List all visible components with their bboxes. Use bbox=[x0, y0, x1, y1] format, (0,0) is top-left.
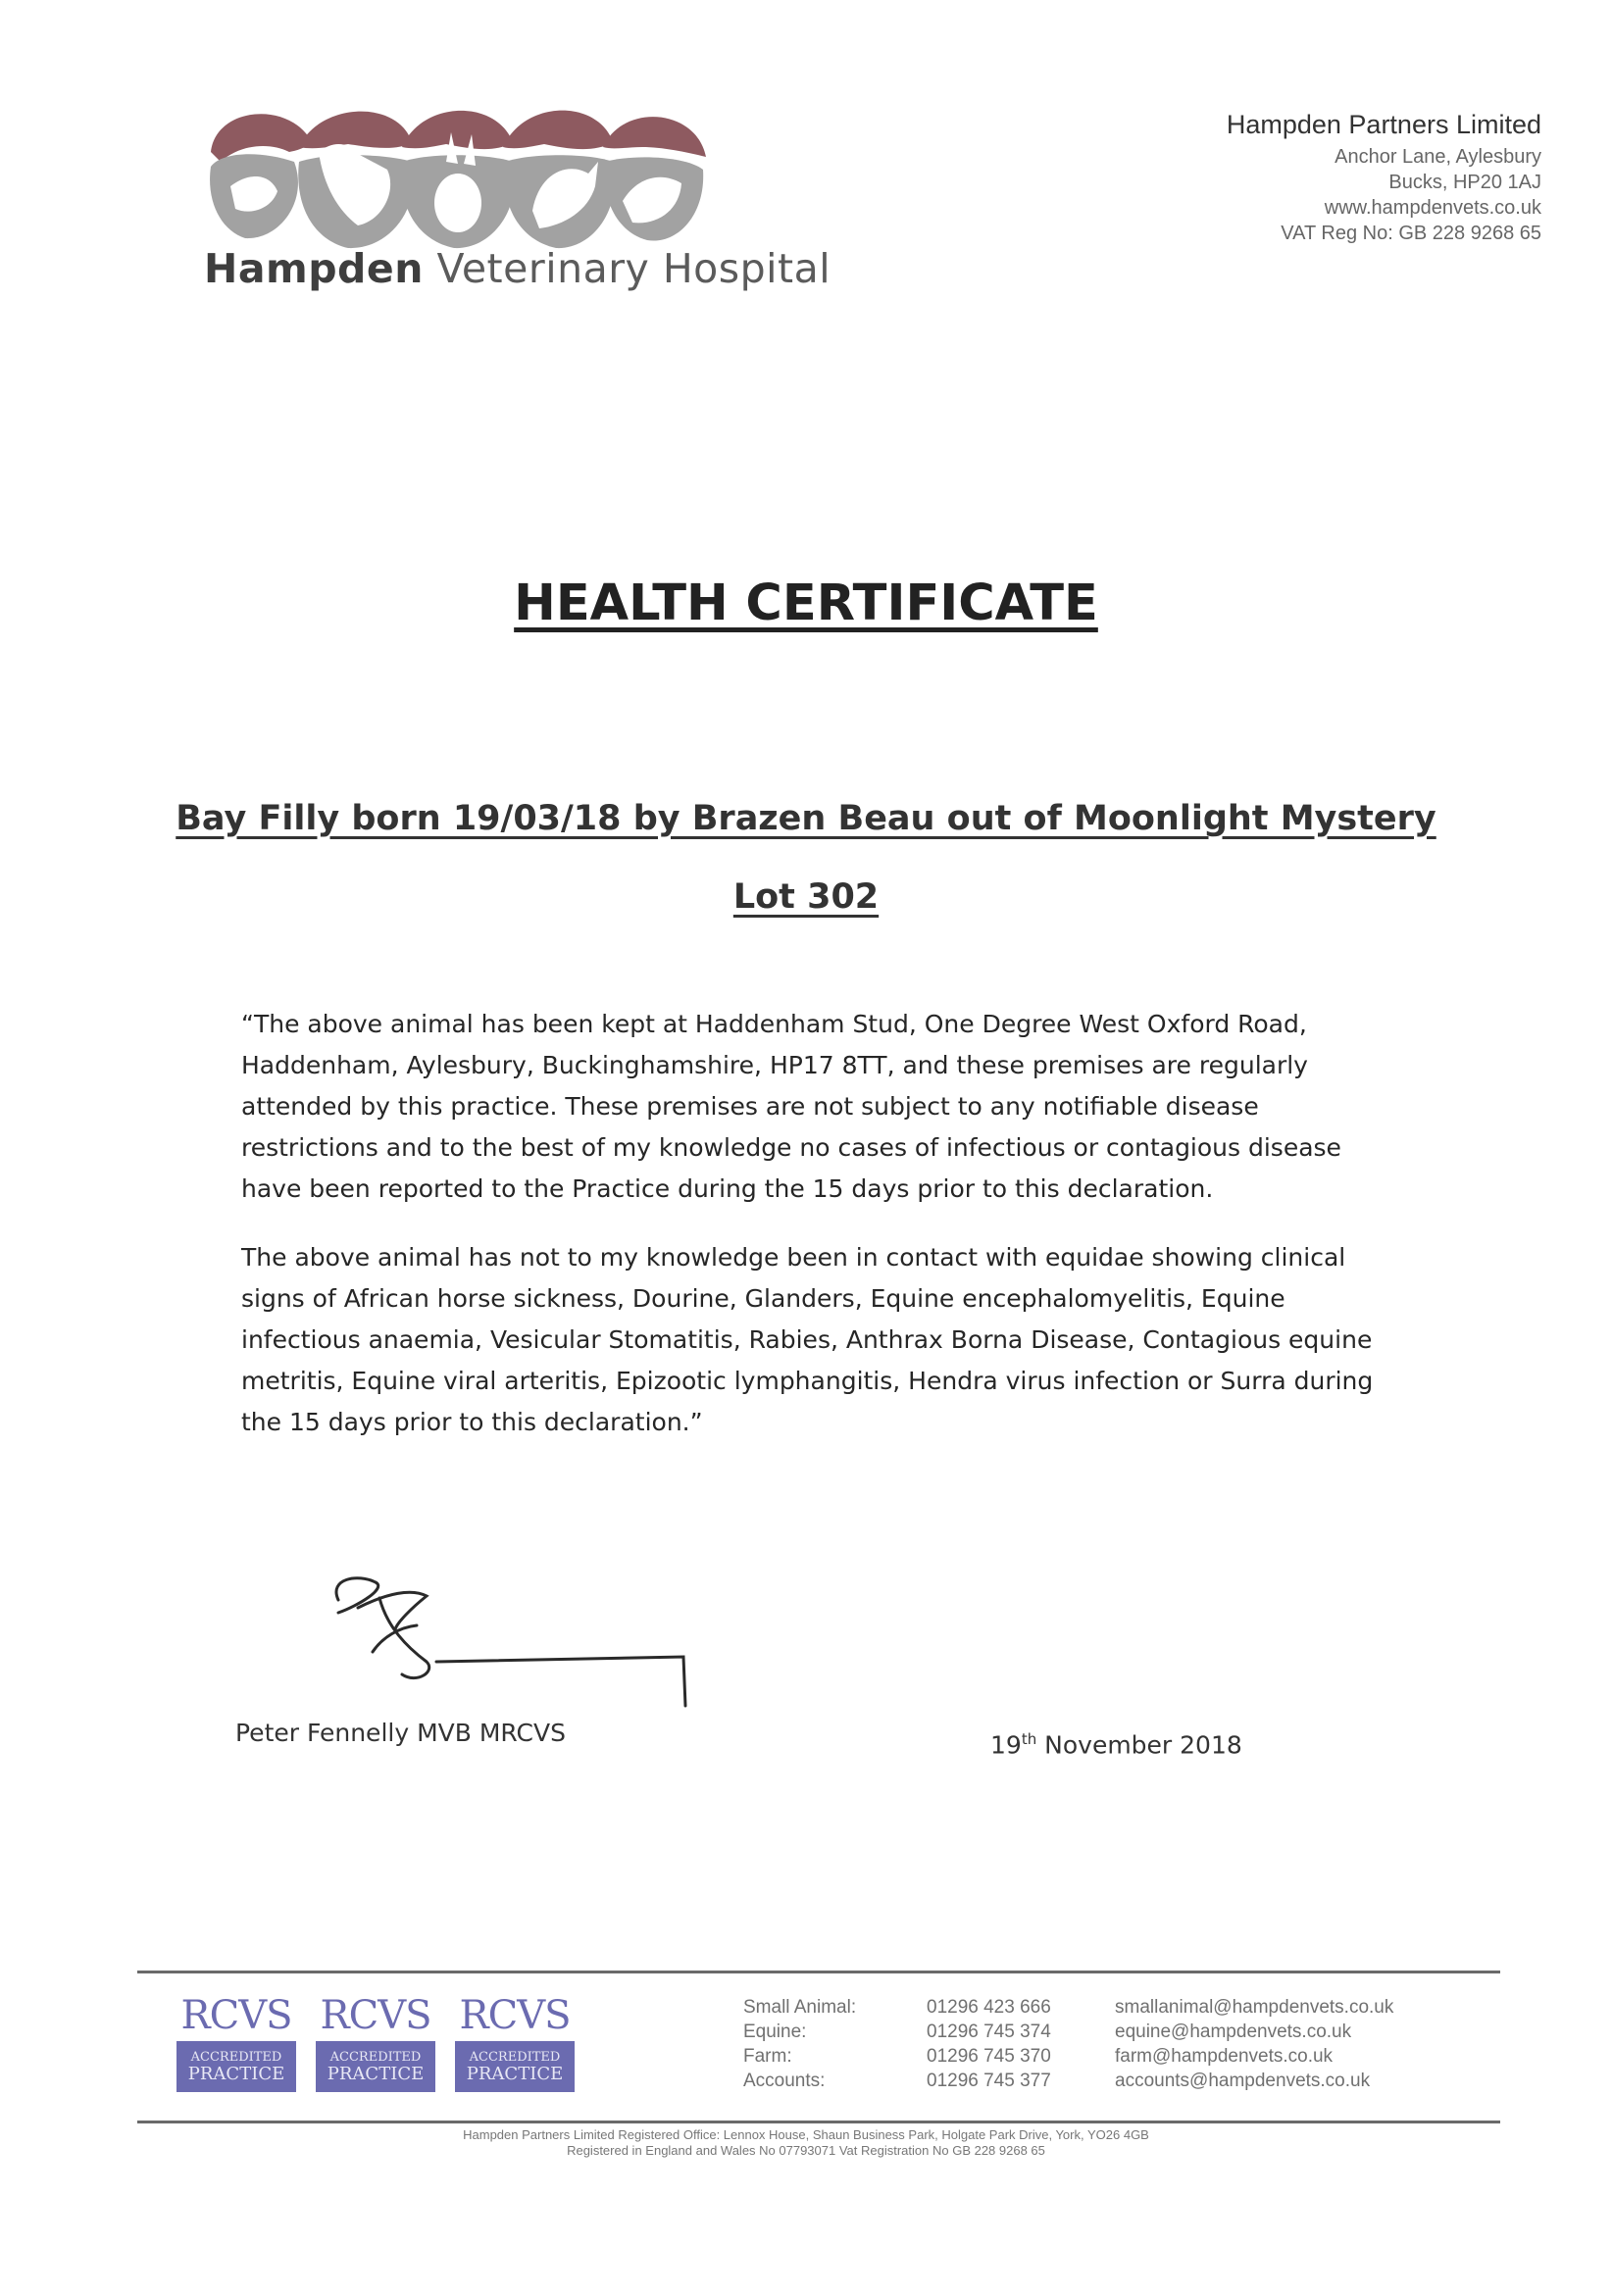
rcvs-badge-label: RCVS bbox=[180, 1993, 292, 2038]
rcvs-badge-line1: ACCREDITED bbox=[329, 2049, 422, 2065]
footer-legal-line1: Hampden Partners Limited Registered Office: Lennox House, Shaun Business Park, Holgate Park Drive, York, YO26 4GB bbox=[463, 2127, 1149, 2142]
contact-dept: Small Animal: bbox=[743, 1997, 857, 2018]
document-title-text: HEALTH CERTIFICATE bbox=[514, 574, 1098, 632]
rcvs-badge-line1: ACCREDITED bbox=[469, 2049, 561, 2065]
rcvs-badge-plate bbox=[316, 2041, 435, 2092]
company-address-line2: Bucks, HP20 1AJ bbox=[1388, 172, 1541, 193]
contact-dept: Equine: bbox=[743, 2021, 807, 2042]
contact-phone: 01296 745 370 bbox=[927, 2046, 1051, 2067]
rcvs-badge-line2: PRACTICE bbox=[327, 2063, 425, 2084]
rcvs-badge-line2: PRACTICE bbox=[466, 2063, 564, 2084]
company-address-block bbox=[1227, 110, 1541, 246]
hospital-logo-animals bbox=[201, 93, 711, 265]
signature-date-day: 19 bbox=[990, 1730, 1022, 1760]
contact-dept: Farm: bbox=[743, 2046, 792, 2067]
rcvs-badge-label: RCVS bbox=[459, 1993, 571, 2038]
signer-name: Peter Fennelly MVB MRCVS bbox=[235, 1719, 566, 1747]
footer-divider-bottom bbox=[137, 2121, 1500, 2123]
company-address-line1: Anchor Lane, Aylesbury bbox=[1335, 146, 1541, 168]
contact-email: farm@hampdenvets.co.uk bbox=[1115, 2046, 1334, 2067]
signature-date-suffix: th bbox=[1021, 1730, 1037, 1748]
rcvs-badge-plate bbox=[455, 2041, 575, 2092]
contact-row bbox=[743, 2020, 1405, 2044]
contact-row bbox=[743, 2069, 1405, 2093]
contact-email: accounts@hampdenvets.co.uk bbox=[1115, 2071, 1371, 2091]
signature-mark bbox=[319, 1569, 711, 1730]
signature-date-rest: November 2018 bbox=[1036, 1730, 1242, 1760]
rcvs-badge-line1: ACCREDITED bbox=[190, 2049, 282, 2065]
contact-email: equine@hampdenvets.co.uk bbox=[1115, 2021, 1352, 2042]
signature-date bbox=[990, 1730, 1242, 1759]
contact-phone: 01296 423 666 bbox=[927, 1997, 1051, 2018]
rcvs-accreditation-badge bbox=[173, 1994, 300, 2107]
contact-row bbox=[743, 1995, 1405, 2020]
contact-phone: 01296 745 374 bbox=[927, 2021, 1051, 2042]
declaration-paragraph-premises: “The above animal has been kept at Haddenham Stud, One Degree West Oxford Road, Haddenham, Aylesbury, Buckinghamshire, HP17 8TT, and these premises are regularly attended by this practice. These premises are not subject to any notifiable disease restrictions and to the best of my knowledge no cases of infectious or contagious disease have been reported to the Practice during the 15 days prior to this declaration. bbox=[241, 1010, 1341, 1203]
hospital-name bbox=[204, 245, 831, 292]
lot-number-text: Lot 302 bbox=[732, 877, 880, 917]
document-title bbox=[0, 574, 1612, 632]
footer-divider-top bbox=[137, 1971, 1500, 1973]
footer-legal-line2: Registered in England and Wales No 07793071 Vat Registration No GB 228 9268 65 bbox=[567, 2143, 1045, 2158]
contact-email: smallanimal@hampdenvets.co.uk bbox=[1115, 1997, 1394, 2018]
company-name: Hampden Partners Limited bbox=[1226, 110, 1541, 139]
rcvs-accreditation-badge bbox=[312, 1994, 439, 2107]
contact-directory bbox=[743, 1995, 1405, 2093]
company-vat: VAT Reg No: GB 228 9268 65 bbox=[1281, 223, 1541, 244]
contact-dept: Accounts: bbox=[743, 2071, 826, 2091]
animal-description-text: Bay Filly born 19/03/18 by Brazen Beau out of Moonlight Mystery bbox=[176, 799, 1436, 838]
lot-number bbox=[0, 877, 1612, 917]
animal-description bbox=[0, 799, 1612, 838]
rcvs-accreditation-badge bbox=[451, 1994, 579, 2107]
company-website: www.hampdenvets.co.uk bbox=[1324, 197, 1541, 219]
footer-legal-text bbox=[0, 2127, 1612, 2159]
declaration-paragraph-diseases: The above animal has not to my knowledge been in contact with equidae showing clinical signs of African horse sickness, Dourine, Glanders, Equine encephalomyelitis, Equine infectious anaemia, Vesicular Stomatitis, Rabies, Anthrax Borna Disease, Contagious equine metritis, Equine viral arteritis, Epizootic lymphangitis, Hendra virus infection or Surra during the 15 days prior to this declaration.” bbox=[241, 1243, 1374, 1436]
hospital-brand: Hampden bbox=[204, 245, 424, 292]
rcvs-badge-line2: PRACTICE bbox=[187, 2063, 285, 2084]
contact-row bbox=[743, 2044, 1405, 2069]
rcvs-badge-label: RCVS bbox=[320, 1993, 431, 2038]
rcvs-badge-plate bbox=[176, 2041, 296, 2092]
hospital-tagline: Veterinary Hospital bbox=[436, 245, 831, 292]
contact-phone: 01296 745 377 bbox=[927, 2071, 1051, 2091]
